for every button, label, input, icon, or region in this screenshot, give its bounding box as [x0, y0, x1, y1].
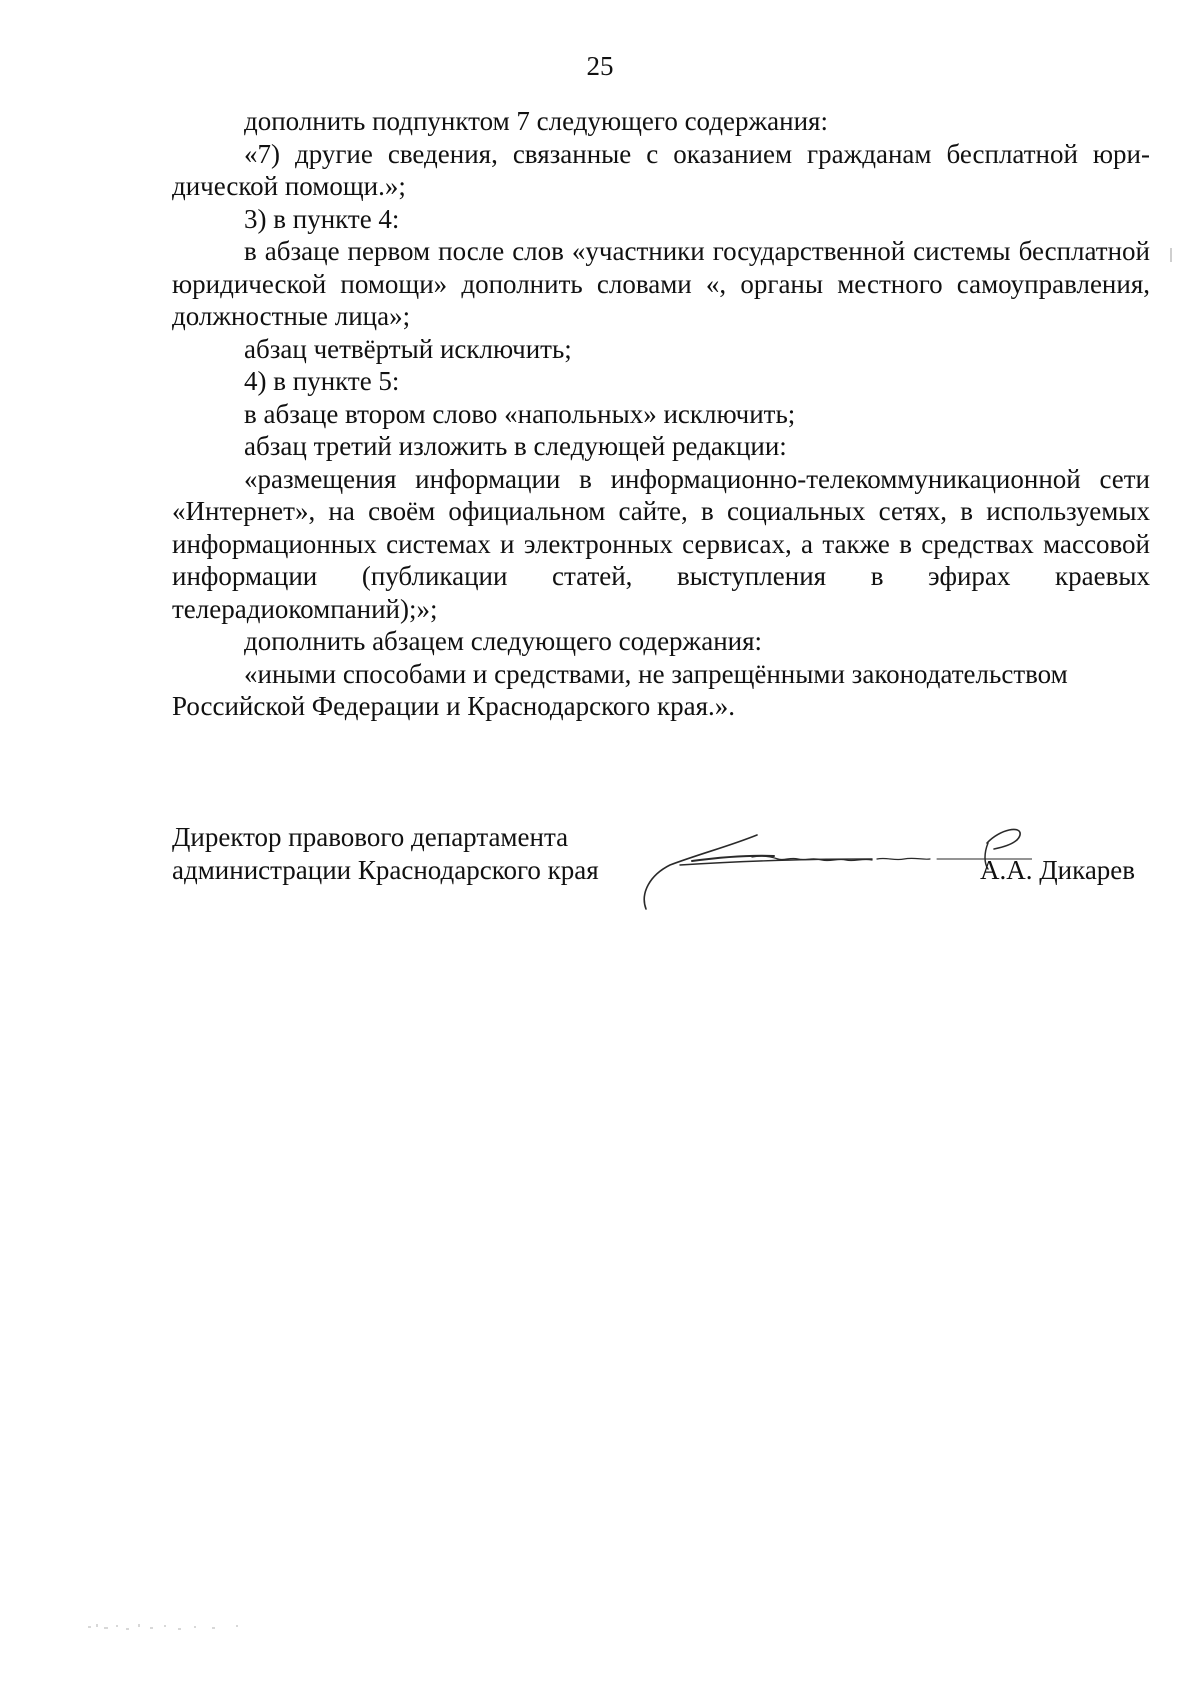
- scan-noise: [86, 1618, 286, 1638]
- scan-mark: [1170, 248, 1172, 262]
- page-number: 25: [586, 51, 614, 81]
- signatory-title-line-2: администрации Краснодарского края: [172, 855, 599, 885]
- signatory-title: [172, 821, 642, 887]
- document-body: [172, 105, 1150, 723]
- signatory-name: А.А. Дикарев: [980, 855, 1136, 885]
- paragraph-3: 3) в пункте 4:: [244, 203, 400, 234]
- paragraph-2: «7) другие сведения, связанные с оказанием гражданам бесплатной юри-дической помощи.»;: [172, 138, 1150, 201]
- paragraph-9: «размещения информации в информационно-телекоммуникационной сети «Интернет», на своём официальном сайте, в социальных сетях, в используемых информационных системах и электронных сервисах, а также в средствах массовой информации (публикации статей, выступления в эфирах краевых телерадиокомпаний);»;: [172, 463, 1150, 624]
- paragraph-5: абзац четвёртый исключить;: [244, 333, 572, 364]
- signatory-title-line-1: Директор правового департамента: [172, 822, 569, 852]
- signature-block: [172, 821, 1162, 931]
- paragraph-11: «иными способами и средствами, не запрещёнными законодательством Российской Федерации и Краснодарского края.».: [172, 658, 1068, 721]
- paragraph-8: абзац третий изложить в следующей редакции:: [244, 431, 787, 461]
- paragraph-6: 4) в пункте 5:: [244, 366, 400, 396]
- paragraph-1: дополнить подпунктом 7 следующего содержания:: [244, 106, 828, 136]
- paragraph-10: дополнить абзацем следующего содержания:: [244, 626, 763, 656]
- paragraph-7: в абзаце втором слово «напольных» исключить;: [244, 398, 796, 429]
- paragraph-4: в абзаце первом после слов «участники государственной системы бесплатной юридической помощи» дополнить словами «, органы местного самоуправления, должностные лица»;: [172, 236, 1150, 331]
- handwritten-signature-icon: [632, 813, 1032, 913]
